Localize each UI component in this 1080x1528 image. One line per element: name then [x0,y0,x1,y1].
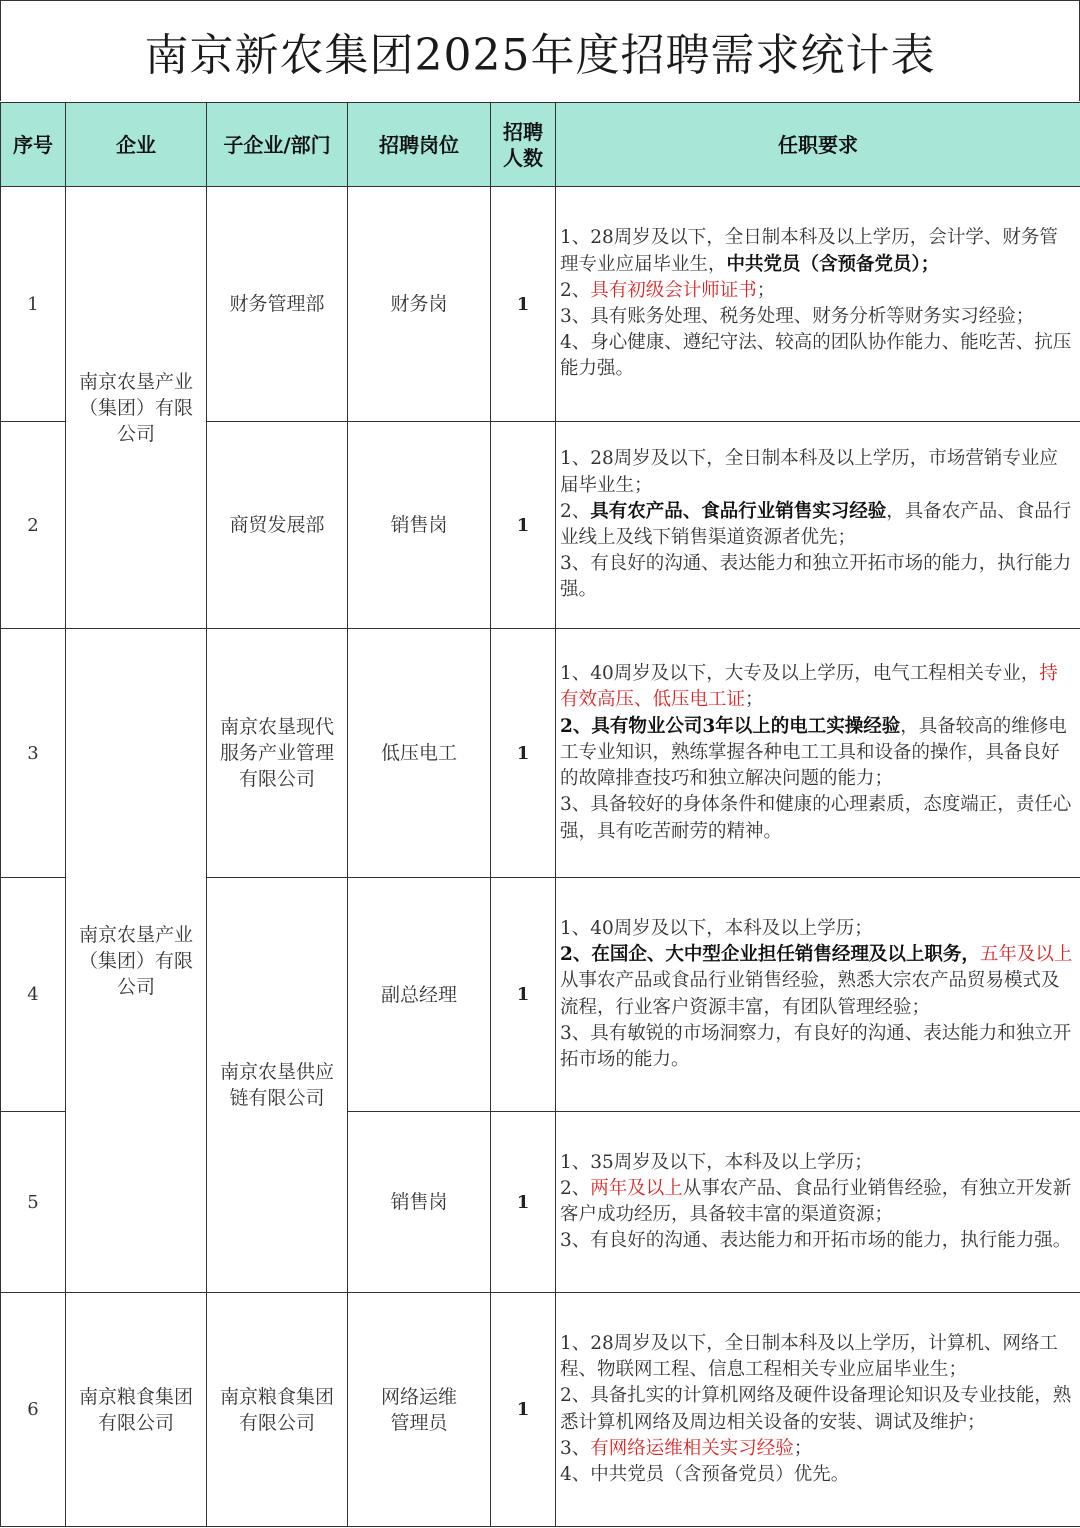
req-line: 1、28周岁及以下，全日制本科及以上学历，计算机、网络工程、物联网工程、信息工程相关专业应届毕业生； [560,1332,1058,1381]
req-line [560,278,1076,304]
req-bold: 2、在国企、大中型企业担任销售经理及以上职务， [560,944,980,966]
req-line [560,714,1076,793]
req-text: 从事农产品、食品行业销售经验，有独立开发新客户成功经历，具备较丰富的渠道资源； [560,1177,1072,1225]
requirements-cell [556,187,1080,422]
req-text: ，具备农产品、食品行业线上及线下销售渠道资源者优先； [560,500,1072,548]
position-cell: 低压电工 [348,629,491,878]
req-highlight: 具有初级会计师证书 [590,279,757,301]
req-highlight: 五年及以上 [979,944,1073,966]
row-index: 6 [1,1293,66,1527]
requirements-cell [556,629,1080,878]
company-name: 南京农垦产业（集团）有限公司 [78,370,193,445]
count-cell: 1 [491,629,556,878]
req-text: 从事农产品或食品行业销售经验，熟悉大宗农产品贸易模式及流程，行业客户资源丰富，有团队管理经验； [560,970,1060,1018]
req-line: 2、具备扎实的计算机网络及硬件设备理论知识及专业技能，熟悉计算机网络及周边相关设备的安装、调试及维护； [560,1385,1072,1433]
row-index: 1 [1,187,66,422]
header-count-text: 招聘人数 [503,119,543,170]
title-box [0,0,1080,101]
req-line: 3、有良好的沟通、表达能力和独立开拓市场的能力，执行能力强。 [560,553,1072,601]
req-line [560,942,1076,1021]
position-cell: 财务岗 [348,187,491,422]
requirements-cell [556,878,1080,1112]
req-text: ； [745,689,764,711]
req-text: 1、40周岁及以下，大专及以上学历，电气工程相关专业， [560,663,1040,685]
row-index: 4 [1,878,66,1112]
header-position: 招聘岗位 [348,103,491,187]
count-cell: 1 [491,187,556,422]
requirements-cell [556,422,1080,629]
dept-cell: 财务管理部 [207,187,348,422]
count-cell: 1 [491,422,556,629]
row-index: 3 [1,629,66,878]
company-cell [66,1293,207,1527]
position-cell: 副总经理 [348,878,491,1112]
header-company: 企业 [66,103,207,187]
req-line: 1、28周岁及以下，全日制本科及以上学历，市场营销专业应届毕业生； [560,448,1058,496]
header-row [1,103,1080,187]
req-highlight: 有网络运维相关实习经验 [590,1437,794,1459]
req-line: 4、中共党员（含预备党员）优先。 [560,1463,850,1485]
req-text: 3、 [560,1437,591,1459]
req-text: ； [793,1437,813,1459]
header-index: 序号 [1,103,66,187]
position-cell: 销售岗 [348,1112,491,1293]
dept-cell [207,878,348,1293]
req-bold: 2、具有物业公司3年以上的电工实操经验 [560,715,901,737]
req-line [560,1176,1076,1228]
table-row [1,1293,1080,1527]
dept-cell [207,1293,348,1527]
table-row [1,187,1080,422]
requirements-cell [556,1293,1080,1527]
req-line: 3、有良好的沟通、表达能力和开拓市场的能力，执行能力强。 [560,1230,1072,1252]
req-line: 1、35周岁及以下，本科及以上学历； [560,1151,873,1173]
req-line: 3、具备较好的身体条件和健康的心理素质，态度端正，责任心强，具有吃苦耐劳的精神。 [560,794,1072,842]
req-text: 2、 [560,1177,591,1199]
req-highlight: 持有效高压、低压电工证 [560,663,1058,711]
company-name: 南京农垦产业（集团）有限公司 [78,923,193,998]
position-name: 网络运维管理员 [380,1385,457,1434]
recruitment-table [0,102,1080,1527]
count-cell: 1 [491,1112,556,1293]
req-line [560,661,1076,713]
row-index: 2 [1,422,66,629]
req-line: 4、身心健康、遵纪守法、较高的团队协作能力、能吃苦、抗压能力强。 [560,332,1072,380]
req-bold: 具有农产品、食品行业销售实习经验 [590,500,887,522]
req-text: 1、28周岁及以下，全日制本科及以上学历，会计学、财务管理专业应届毕业生， [560,227,1058,275]
company-name: 南京粮食集团有限公司 [78,1385,193,1434]
table-row [1,629,1080,878]
req-line [560,225,1076,277]
dept-name: 南京农垦供应链有限公司 [219,1061,334,1109]
company-cell [66,629,207,1293]
dept-name: 南京粮食集团有限公司 [219,1385,334,1434]
position-cell: 销售岗 [348,422,491,629]
row-index: 5 [1,1112,66,1293]
position-cell [348,1293,491,1527]
req-line [560,499,1076,551]
req-text: 2、 [560,500,591,522]
req-text: ； [756,279,776,301]
company-cell [66,187,207,629]
dept-cell: 商贸发展部 [207,422,348,629]
req-line: 3、具有敏锐的市场洞察力，有良好的沟通、表达能力和独立开拓市场的能力。 [560,1022,1072,1070]
req-highlight: 两年及以上 [590,1177,683,1199]
req-text: 2、 [560,279,591,301]
req-line: 3、具有账务处理、税务处理、财务分析等财务实习经验； [560,306,1035,327]
header-dept: 子企业/部门 [207,103,348,187]
req-text: ，具备较高的维修电工专业知识，熟练掌握各种电工工具和设备的操作，具备良好的故障排查技巧和独立解决问题的能力； [560,715,1067,790]
req-line: 1、40周岁及以下，本科及以上学历； [560,917,873,939]
header-count [491,103,556,187]
req-bold: 中共党员（含预备党员）； [726,253,940,275]
requirements-cell [556,1112,1080,1293]
dept-cell [207,629,348,878]
count-cell: 1 [491,1293,556,1527]
page-title: 南京新农集团2025年度招聘需求统计表 [144,30,936,81]
req-line [560,1436,1076,1462]
header-requirements: 任职要求 [556,103,1080,187]
count-cell: 1 [491,878,556,1112]
dept-name: 南京农垦现代服务产业管理有限公司 [219,716,334,790]
